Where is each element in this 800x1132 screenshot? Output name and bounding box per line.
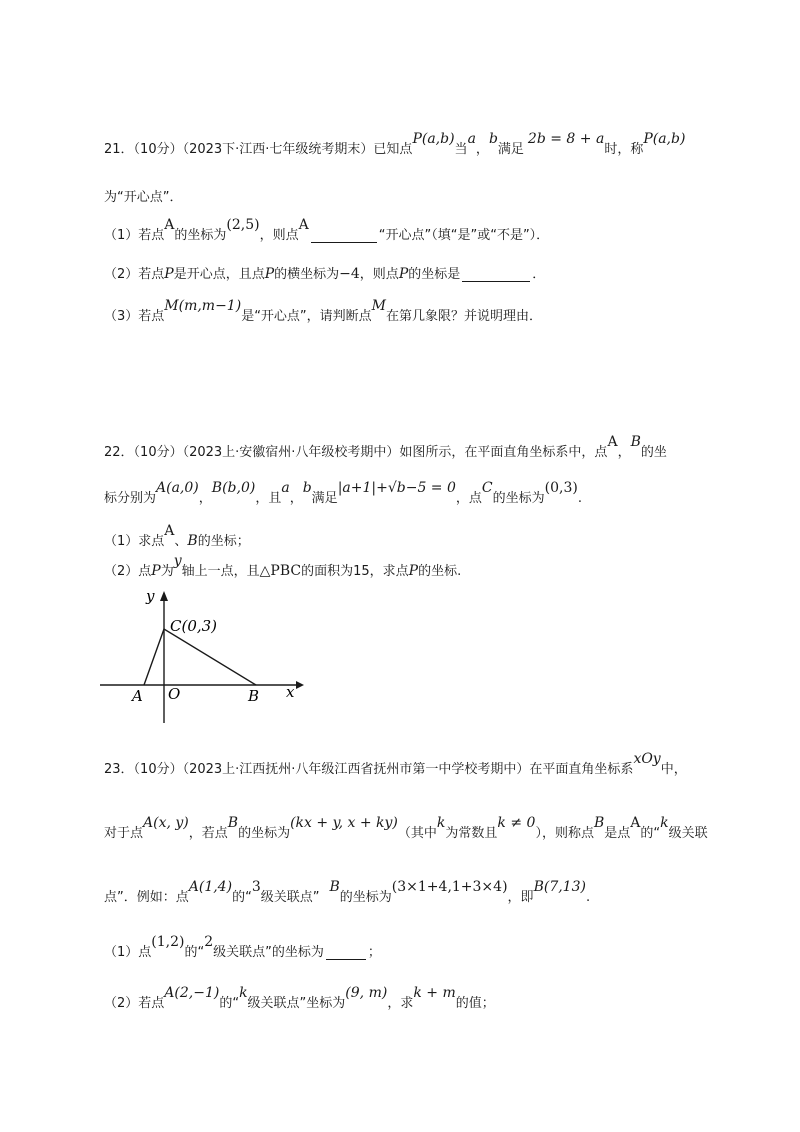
origin-label: O bbox=[168, 685, 181, 703]
q23-part-2 bbox=[104, 985, 495, 1011]
q23-p2-text: 的“ bbox=[219, 996, 240, 1011]
q23-text: 点”．例如：点 bbox=[104, 890, 189, 905]
q21-p2-text: 的坐标是 bbox=[408, 267, 461, 282]
q23-level-3: 3 bbox=[251, 879, 261, 895]
q21-part-2 bbox=[104, 263, 545, 282]
q21-part-3 bbox=[104, 298, 543, 324]
q23-point-b-2: B bbox=[593, 815, 605, 831]
q23-text: 级关联点” bbox=[260, 890, 320, 905]
q21-text: 满足 bbox=[497, 142, 524, 157]
q22-coord-a: A(a,0) bbox=[156, 480, 199, 496]
q21-p2-point-p: P bbox=[398, 266, 409, 282]
q22-text: ，点 bbox=[455, 491, 482, 506]
q22-p2-text: （2）点 bbox=[104, 564, 152, 579]
q22-p1-text: 、 bbox=[174, 534, 188, 549]
q21-p1-text: （1）若点 bbox=[104, 228, 165, 243]
q23-line-3 bbox=[104, 879, 591, 905]
q22-text: ，且 bbox=[255, 491, 282, 506]
q21-p2-text: （2）若点 bbox=[104, 267, 165, 282]
q22-p1-text: 的坐标； bbox=[197, 534, 250, 549]
q21-var-a: a bbox=[467, 131, 476, 147]
q22-p2-text: 的坐标. bbox=[418, 564, 462, 579]
q23-p1-text: 级关联点”的坐标为 bbox=[213, 945, 324, 960]
q23-expression: (kx + y, x + ky) bbox=[290, 815, 398, 831]
q23-text: ，若点 bbox=[188, 826, 228, 841]
q21-stem-text: 21．（10分）（2023下·江西·七年级统考期末）已知点 bbox=[104, 142, 413, 157]
q22-part-2 bbox=[104, 553, 462, 579]
q22-point-b: B bbox=[630, 434, 641, 450]
q21-text: 当 bbox=[454, 142, 468, 157]
q23-condition: k ≠ 0 bbox=[497, 815, 536, 831]
q23-p1-level-2: 2 bbox=[204, 934, 214, 950]
q23-system: xOy bbox=[633, 751, 661, 767]
q22-part-1 bbox=[104, 523, 250, 549]
answer-blank[interactable] bbox=[462, 267, 530, 282]
q23-point-b: B bbox=[227, 815, 239, 831]
q21-p3-text: 是“开心点”，请判断点 bbox=[241, 309, 372, 324]
q22-p2-text: 的面积为15，求点 bbox=[301, 564, 409, 579]
q22-line-2 bbox=[104, 480, 582, 506]
q21-p3-point-m: M(m,m−1) bbox=[164, 298, 242, 314]
q21-p2-value: −4 bbox=[339, 266, 360, 282]
q21-p2-text: 的横坐标为 bbox=[274, 267, 340, 282]
q21-point-p-2: P(a,b) bbox=[643, 131, 686, 147]
q21-line-2: 为“开心点”． bbox=[104, 190, 183, 205]
coordinate-figure bbox=[96, 585, 316, 725]
q22-var-a: a bbox=[281, 480, 290, 496]
q23-example-expression: (3×1+4,1+3×4) bbox=[391, 879, 508, 895]
q21-p3-text: 在第几象限？并说明理由． bbox=[386, 309, 543, 324]
q22-text: 的坐 bbox=[640, 445, 667, 460]
q21-p1-text: ，则点 bbox=[259, 228, 299, 243]
q21-p1-point-a-2: A bbox=[298, 217, 309, 233]
point-a-label: A bbox=[132, 687, 143, 705]
q23-text: 为常数且 bbox=[445, 826, 498, 841]
x-axis-label: x bbox=[286, 683, 295, 701]
y-axis-label: y bbox=[146, 587, 155, 605]
q23-text: 的坐标为 bbox=[339, 890, 392, 905]
q23-text: ），则称点 bbox=[535, 826, 594, 841]
q22-equation: |a+1|+√b−5 = 0 bbox=[337, 480, 456, 496]
q21-p1-coord: (2,5) bbox=[226, 217, 260, 233]
q21-p2-text: ，则点 bbox=[359, 267, 399, 282]
q23-p2-text: 级关联点”坐标为 bbox=[247, 996, 346, 1011]
q21-p2-point-p: P bbox=[264, 266, 275, 282]
q23-point-a-2: A bbox=[630, 815, 641, 831]
q22-text: ， bbox=[289, 491, 303, 506]
q21-p3-text: （3）若点 bbox=[104, 309, 165, 324]
q23-text: 的坐标为 bbox=[238, 826, 291, 841]
q22-p2-point-p: P bbox=[408, 563, 419, 579]
q23-p2-sum: k + m bbox=[413, 985, 456, 1001]
q23-stem-text: 23．（10分）（2023上·江西抚州·八年级江西省抚州市第一中学校考期中）在平面直角坐标系 bbox=[104, 762, 634, 777]
point-b-label: B bbox=[248, 687, 260, 705]
q23-p1-point: (1,2) bbox=[151, 934, 185, 950]
q22-text: 标分别为 bbox=[104, 491, 157, 506]
q21-p2-text: 是开心点，且点 bbox=[173, 267, 265, 282]
q23-text: ，即 bbox=[507, 890, 534, 905]
y-axis-arrow-icon bbox=[160, 591, 168, 601]
q22-text: ， bbox=[617, 445, 631, 460]
point-c-label: C(0,3) bbox=[170, 617, 218, 635]
q23-text: 是点 bbox=[604, 826, 631, 841]
q23-point-a: A(x, y) bbox=[143, 815, 189, 831]
q22-p1-point-a: A bbox=[164, 523, 175, 539]
q23-line-1 bbox=[104, 751, 687, 777]
q22-p1-point-b: B bbox=[187, 533, 198, 549]
q22-p2-text: 为 bbox=[160, 564, 174, 579]
q21-part-1 bbox=[104, 217, 550, 243]
q23-p2-coord: (9, m) bbox=[345, 985, 388, 1001]
q23-p1-text: 的“ bbox=[184, 945, 205, 960]
q23-p2-text: ，求 bbox=[387, 996, 414, 1011]
q21-p3-point-m-2: M bbox=[371, 298, 387, 314]
triangle-abc bbox=[144, 629, 256, 685]
q23-text: 级关联 bbox=[668, 826, 708, 841]
q21-var-b: b bbox=[488, 131, 498, 147]
q22-p2-point-p: P bbox=[151, 563, 161, 579]
q23-example-point: A(1,4) bbox=[188, 879, 233, 895]
q22-coord-b: B(b,0) bbox=[211, 480, 256, 496]
q23-p2-text: （2）若点 bbox=[104, 996, 165, 1011]
q21-text: 时，称 bbox=[604, 142, 644, 157]
q21-p1-point-a: A bbox=[164, 217, 175, 233]
q23-text: 的“ bbox=[640, 826, 661, 841]
q21-line-1 bbox=[104, 131, 686, 157]
q22-p2-axis-y: y bbox=[173, 553, 182, 569]
q23-text: 的“ bbox=[232, 890, 252, 905]
q22-stem-text: 22．（10分）（2023上·安徽宿州·八年级校考期中）如图所示，在平面直角坐标系中，点 bbox=[104, 445, 608, 460]
q23-p1-text: ； bbox=[367, 945, 381, 960]
q22-text: ， bbox=[198, 491, 212, 506]
q23-p2-text: 的值； bbox=[455, 996, 495, 1011]
q23-p2-point-a: A(2,−1) bbox=[164, 985, 220, 1001]
q21-equation: 2b = 8 + a bbox=[527, 131, 605, 147]
q22-point-a: A bbox=[607, 434, 618, 450]
q23-var-k-2: k bbox=[660, 815, 669, 831]
answer-blank[interactable] bbox=[326, 945, 366, 960]
q23-example-result: B(7,13) bbox=[533, 879, 586, 895]
q23-text: . bbox=[585, 890, 591, 905]
q22-p2-triangle: △PBC bbox=[259, 563, 302, 579]
q23-text: 对于点 bbox=[104, 826, 144, 841]
q23-line-2 bbox=[104, 815, 708, 841]
q21-p2-point-p: P bbox=[164, 266, 174, 282]
q22-text: 满足 bbox=[311, 491, 338, 506]
q22-var-b: b bbox=[302, 480, 312, 496]
q23-text: 中， bbox=[660, 762, 687, 777]
q22-p1-text: （1）求点 bbox=[104, 534, 165, 549]
q21-point-p: P(a,b) bbox=[412, 131, 455, 147]
q22-text: . bbox=[577, 491, 582, 506]
q23-text: （其中 bbox=[397, 826, 437, 841]
q23-var-k: k bbox=[436, 815, 446, 831]
q22-point-c: C bbox=[481, 480, 493, 496]
q22-line-1 bbox=[104, 434, 667, 460]
q22-p2-text: 轴上一点，且 bbox=[181, 564, 260, 579]
q23-p1-text: （1）点 bbox=[104, 945, 152, 960]
q21-p1-text: 的坐标为 bbox=[174, 228, 227, 243]
q22-text: 的坐标为 bbox=[492, 491, 545, 506]
q22-coord-c: (0,3) bbox=[544, 480, 578, 496]
q23-example-b: B bbox=[329, 879, 340, 895]
q23-part-1 bbox=[104, 934, 381, 960]
answer-blank[interactable] bbox=[311, 228, 377, 243]
q23-p2-var-k: k bbox=[239, 985, 248, 1001]
q21-p2-text: ． bbox=[532, 267, 546, 282]
x-axis-arrow-icon bbox=[296, 681, 304, 689]
q21-text: ， bbox=[475, 142, 489, 157]
q21-p1-text: “开心点”（填“是”或“不是”）． bbox=[378, 228, 550, 243]
